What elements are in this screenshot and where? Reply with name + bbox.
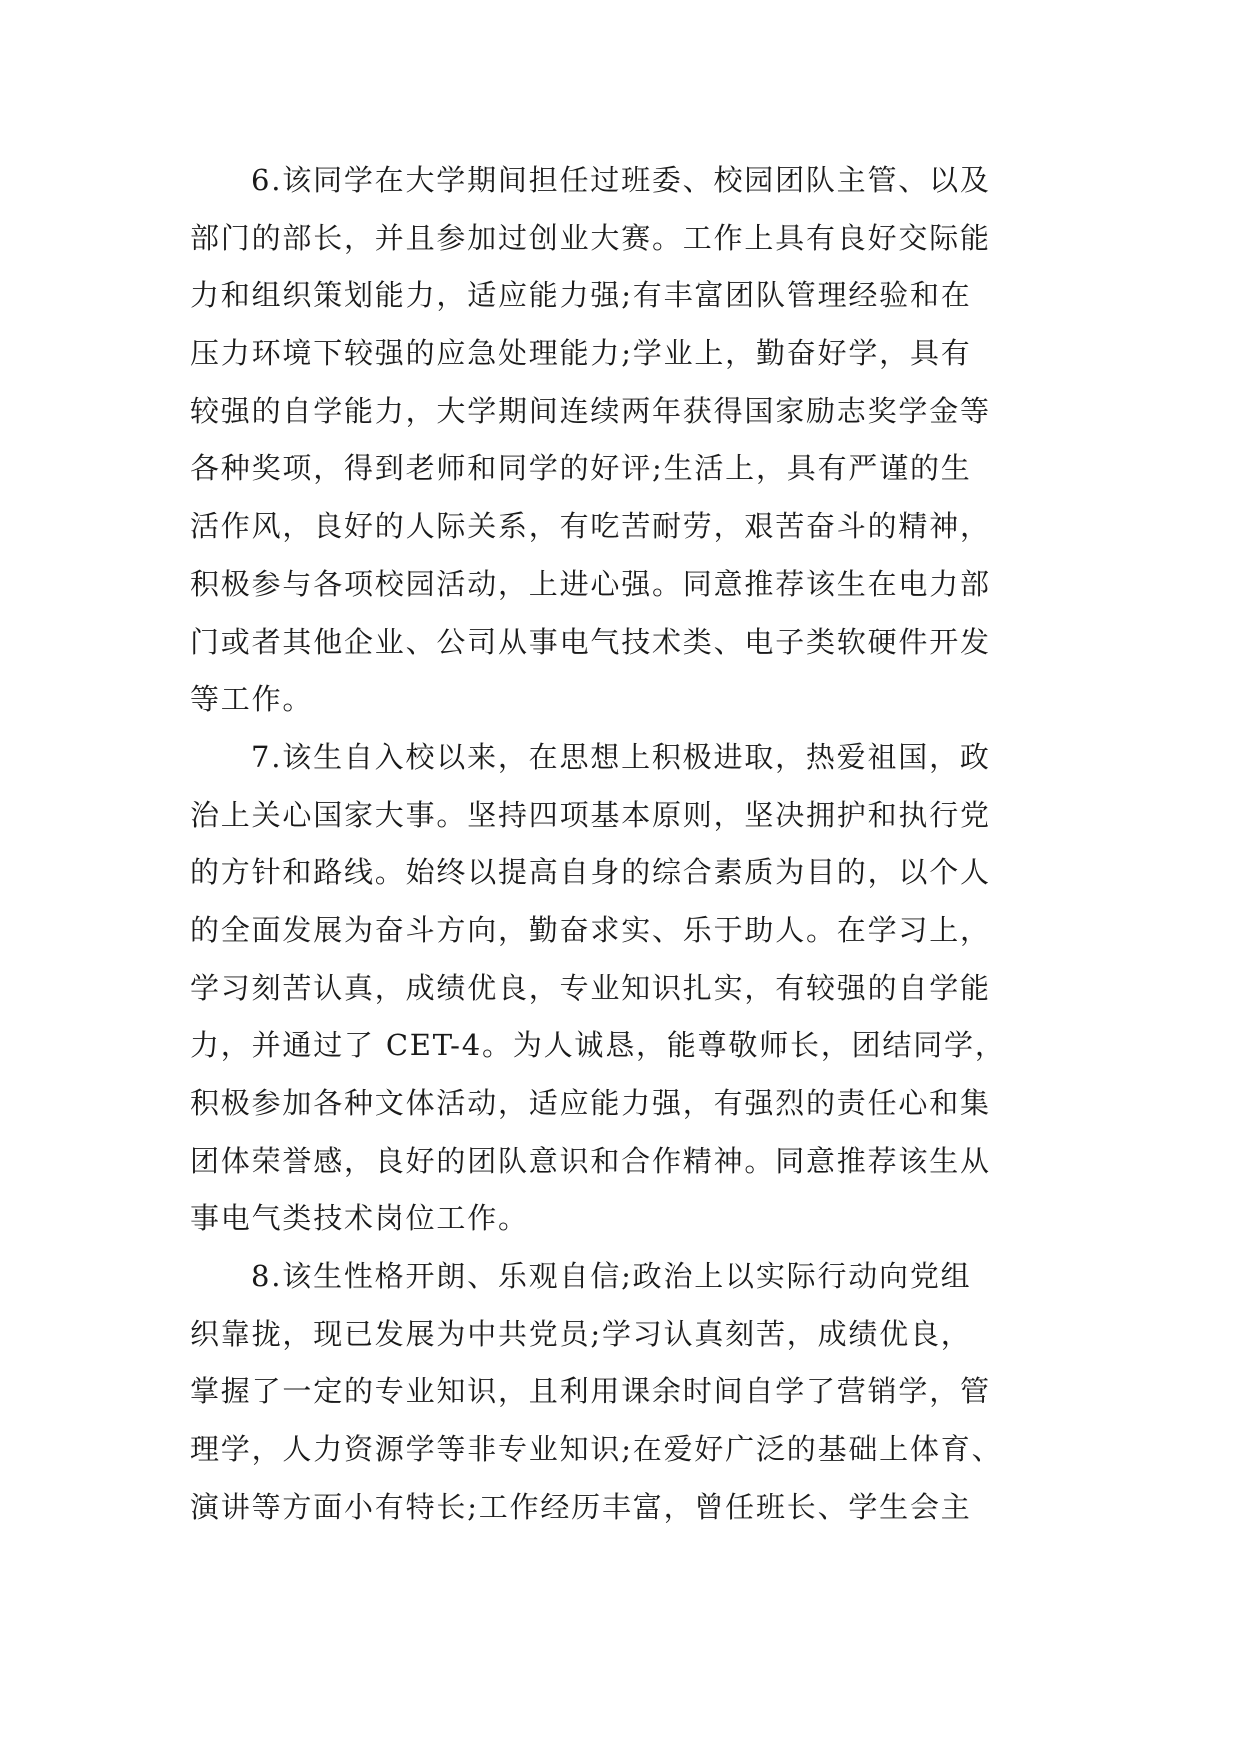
text-line: 部门的部长，并且参加过创业大赛。工作上具有良好交际能 <box>190 220 991 255</box>
text-line: 治上关心国家大事。坚持四项基本原则，坚决拥护和执行党 <box>190 797 991 832</box>
text-line: 理学，人力资源学等非专业知识;在爱好广泛的基础上体育、 <box>190 1432 1003 1467</box>
text-line: 演讲等方面小有特长;工作经历丰富，曾任班长、学生会主 <box>190 1489 972 1524</box>
paragraph-8 <box>190 1248 1070 1536</box>
text-line: 掌握了一定的专业知识，且利用课余时间自学了营销学，管 <box>190 1374 991 1409</box>
paragraph-7 <box>190 729 1070 1248</box>
text-line: 织靠拢，现已发展为中共党员;学习认真刻苦，成绩优良， <box>190 1316 972 1351</box>
text-line: 的方针和路线。始终以提高自身的综合素质为目的，以个人 <box>190 855 991 890</box>
text-line: 力，并通过了 CET-4。为人诚恳，能尊敬师长，团结同学， <box>190 1028 1006 1063</box>
text-line: 事电气类技术岗位工作。 <box>190 1201 529 1236</box>
text-line: 较强的自学能力，大学期间连续两年获得国家励志奖学金等 <box>190 393 991 428</box>
text-line: 各种奖项，得到老师和同学的好评;生活上，具有严谨的生 <box>190 451 972 486</box>
text-line: 力和组织策划能力，适应能力强;有丰富团队管理经验和在 <box>190 278 972 313</box>
text-line: 活作风，良好的人际关系，有吃苦耐劳，艰苦奋斗的精神， <box>190 509 991 544</box>
text-line: 6.该同学在大学期间担任过班委、校园团队主管、以及 <box>251 163 991 197</box>
text-line: 积极参加各种文体活动，适应能力强，有强烈的责任心和集 <box>190 1086 991 1120</box>
text-line: 门或者其他企业、公司从事电气技术类、电子类软硬件开发 <box>190 624 991 659</box>
document-body <box>190 152 1070 1537</box>
text-line: 的全面发展为奋斗方向，勤奋求实、乐于助人。在学习上， <box>190 912 991 947</box>
text-line: 等工作。 <box>190 682 314 717</box>
text-line: 学习刻苦认真，成绩优良，专业知识扎实，有较强的自学能 <box>190 970 991 1005</box>
text-line: 团体荣誉感，良好的团队意识和合作精神。同意推荐该生从 <box>190 1143 991 1178</box>
text-line: 压力环境下较强的应急处理能力;学业上，勤奋好学，具有 <box>190 336 972 371</box>
text-line: 8.该生性格开朗、乐观自信;政治上以实际行动向党组 <box>251 1259 972 1294</box>
paragraph-6 <box>190 152 1070 729</box>
text-line: 积极参与各项校园活动，上进心强。同意推荐该生在电力部 <box>190 566 991 601</box>
text-line: 7.该生自入校以来，在思想上积极进取，热爱祖国，政 <box>251 739 991 774</box>
